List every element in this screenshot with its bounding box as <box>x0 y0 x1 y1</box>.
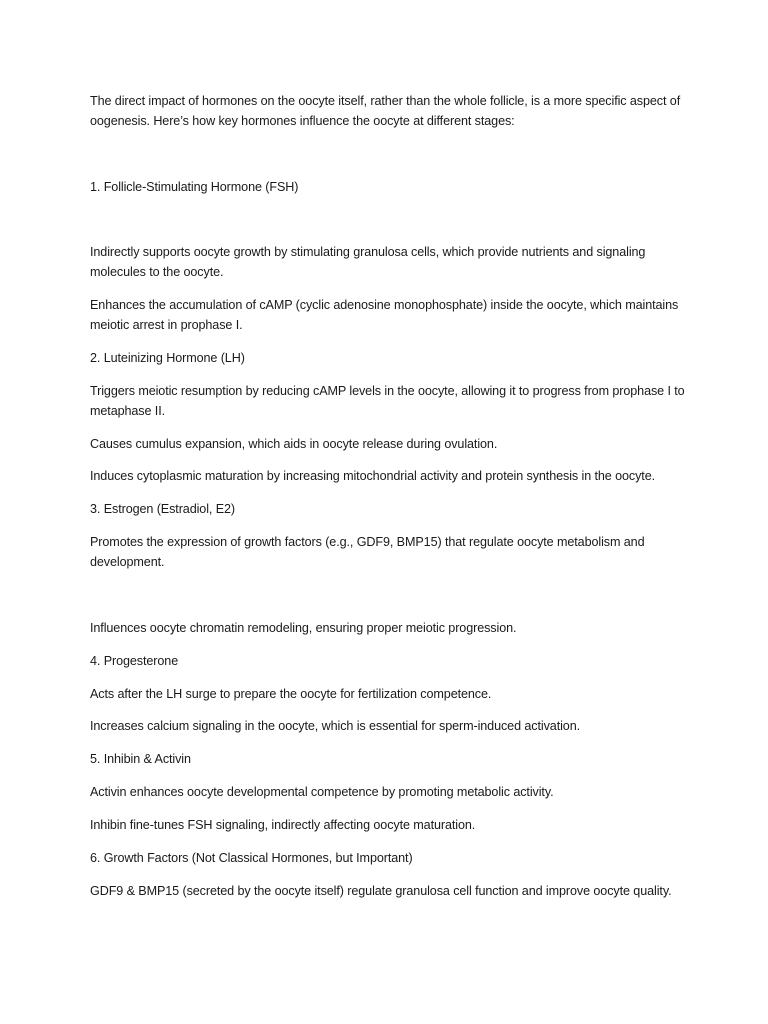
intro-paragraph: The direct impact of hormones on the oocyte itself, rather than the whole follicle, is a more specific aspect of oogenesis. Here’s how key hormones influence the oocyte at different stages: <box>90 94 681 128</box>
inhibin-activin-paragraph-1: Activin enhances oocyte developmental competence by promoting metabolic activity. <box>90 785 554 799</box>
progesterone-paragraph-2: Increases calcium signaling in the oocyte, which is essential for sperm-induced activation. <box>90 719 580 733</box>
growth-factors-paragraph: GDF9 & BMP15 (secreted by the oocyte itself) regulate granulosa cell function and improve oocyte quality. <box>90 884 672 898</box>
heading-estrogen: 3. Estrogen (Estradiol, E2) <box>90 502 235 516</box>
heading-growth-factors: 6. Growth Factors (Not Classical Hormones, but Important) <box>90 851 413 865</box>
lh-paragraph-1: Triggers meiotic resumption by reducing cAMP levels in the oocyte, allowing it to progress from prophase I to metaphase II. <box>90 384 685 418</box>
progesterone-paragraph-1: Acts after the LH surge to prepare the oocyte for fertilization competence. <box>90 687 492 701</box>
lh-paragraph-3: Induces cytoplasmic maturation by increasing mitochondrial activity and protein synthesis in the oocyte. <box>90 469 656 483</box>
estrogen-paragraph-1: Promotes the expression of growth factors (e.g., GDF9, BMP15) that regulate oocyte metabolism and development. <box>90 535 645 569</box>
estrogen-paragraph-2: Influences oocyte chromatin remodeling, ensuring proper meiotic progression. <box>90 621 517 635</box>
heading-inhibin-activin: 5. Inhibin & Activin <box>90 752 191 766</box>
heading-fsh: 1. Follicle-Stimulating Hormone (FSH) <box>90 180 299 194</box>
heading-lh: 2. Luteinizing Hormone (LH) <box>90 351 245 365</box>
lh-paragraph-2: Causes cumulus expansion, which aids in oocyte release during ovulation. <box>90 437 498 451</box>
fsh-paragraph-2: Enhances the accumulation of cAMP (cyclic adenosine monophosphate) inside the oocyte, which maintains meiotic arrest in prophase I. <box>90 298 679 332</box>
inhibin-activin-paragraph-2: Inhibin fine-tunes FSH signaling, indirectly affecting oocyte maturation. <box>90 818 476 832</box>
fsh-paragraph-1: Indirectly supports oocyte growth by stimulating granulosa cells, which provide nutrients and signaling molecules to the oocyte. <box>90 245 646 279</box>
heading-progesterone: 4. Progesterone <box>90 654 179 668</box>
